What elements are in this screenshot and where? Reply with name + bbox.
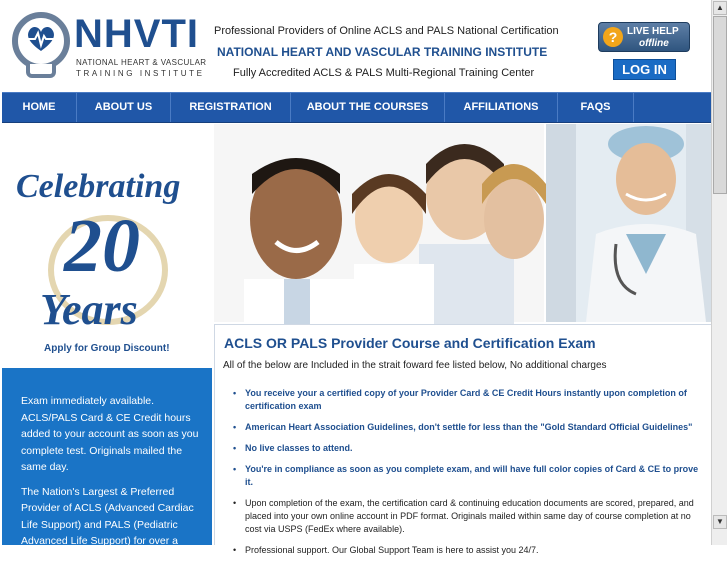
main-nav bbox=[2, 92, 711, 123]
live-help-button[interactable] bbox=[598, 22, 690, 52]
bullet-icon: • bbox=[233, 388, 237, 398]
course-intro: All of the below are Included in the strait foward fee listed below, No additional charges bbox=[223, 360, 607, 371]
bullet-icon: • bbox=[233, 545, 237, 555]
group-photo-image bbox=[214, 124, 544, 322]
header-tagline: Professional Providers of Online ACLS and PALS National Certification bbox=[214, 25, 559, 37]
live-help-label: LIVE HELP bbox=[627, 26, 679, 37]
feature-text: Professional support. Our Global Support Team is here to assist you 24/7. bbox=[245, 545, 539, 555]
header bbox=[0, 0, 711, 92]
nav-item-faqs[interactable]: FAQS bbox=[558, 93, 634, 122]
list-item bbox=[223, 387, 707, 413]
scroll-down-arrow-icon[interactable]: ▼ bbox=[713, 515, 727, 529]
anniversary-promo[interactable] bbox=[2, 123, 212, 368]
nav-item-registration[interactable]: REGISTRATION bbox=[171, 93, 291, 122]
sidebar-paragraph-2: The Nation's Largest & Preferred Provider of ACLS (Advanced Cardiac Life Support) and PALS (Pediatric Advanced Life Support) for over a bbox=[21, 485, 194, 547]
nav-item-about-the-courses[interactable]: ABOUT THE COURSES bbox=[291, 93, 445, 122]
logo-subtitle-1: NATIONAL HEART & VASCULAR bbox=[76, 58, 207, 67]
feature-text: No live classes to attend. bbox=[245, 443, 353, 453]
logo-text: NHVTI bbox=[74, 12, 199, 56]
organization-name: NATIONAL HEART AND VASCULAR TRAINING INSTITUTE bbox=[217, 45, 548, 59]
heart-pulse-icon bbox=[26, 25, 56, 53]
bullet-icon: • bbox=[233, 498, 237, 508]
nav-item-about-us[interactable]: ABOUT US bbox=[77, 93, 171, 122]
logo-base bbox=[26, 64, 56, 78]
list-item bbox=[223, 544, 707, 557]
group-photo bbox=[214, 124, 544, 322]
live-help-status: offline bbox=[639, 38, 669, 49]
sidebar-info bbox=[2, 368, 212, 545]
feature-text: You receive your a certified copy of your Provider Card & CE Credit Hours instantly upon completion of certification exam bbox=[245, 388, 687, 411]
promo-title: Celebrating bbox=[16, 168, 181, 205]
list-item bbox=[223, 463, 707, 489]
bullet-icon: • bbox=[233, 443, 237, 453]
list-item bbox=[223, 497, 707, 536]
doctor-photo bbox=[546, 124, 711, 322]
bullet-icon: • bbox=[233, 422, 237, 432]
nhvti-logo[interactable] bbox=[12, 8, 207, 84]
course-content bbox=[214, 324, 711, 555]
promo-number: 20 bbox=[64, 204, 140, 288]
scroll-thumb[interactable] bbox=[713, 16, 727, 194]
nav-filler bbox=[634, 93, 711, 122]
course-title: ACLS OR PALS Provider Course and Certification Exam bbox=[224, 335, 596, 351]
nav-item-affiliations[interactable]: AFFILIATIONS bbox=[445, 93, 558, 122]
bullet-icon: • bbox=[233, 464, 237, 474]
help-question-icon: ? bbox=[603, 27, 623, 47]
logo-subtitle-2: TRAINING INSTITUTE bbox=[76, 69, 205, 78]
sidebar-paragraph-1: Exam immediately available. ACLS/PALS Card & CE Credit hours added to your account as soon as you complete test. Originals mailed the same day. bbox=[21, 395, 199, 473]
accreditation-text: Fully Accredited ACLS & PALS Multi-Regional Training Center bbox=[233, 67, 535, 79]
list-item bbox=[223, 421, 707, 434]
login-button[interactable]: LOG IN bbox=[613, 59, 676, 80]
page-scrollbar[interactable] bbox=[711, 0, 727, 545]
doctor-photo-image bbox=[546, 124, 711, 322]
feature-list bbox=[223, 387, 707, 565]
group-discount-link[interactable]: Apply for Group Discount! bbox=[44, 343, 170, 354]
feature-text: American Heart Association Guidelines, don't settle for less than the "Gold Standard Official Guidelines" bbox=[245, 422, 693, 432]
feature-text: Upon completion of the exam, the certification card & continuing education documents are scored, prepared, and placed into your own online account in PDF format. Originals mailed within same day of course completion at no cost via USPS (FedEx where available). bbox=[245, 498, 694, 534]
nav-item-home[interactable]: HOME bbox=[2, 93, 77, 122]
list-item bbox=[223, 442, 707, 455]
scroll-up-arrow-icon[interactable]: ▲ bbox=[713, 1, 727, 15]
feature-text: You're in compliance as soon as you complete exam, and will have full color copies of Card & CE to prove it. bbox=[245, 464, 699, 487]
promo-years: Years bbox=[40, 285, 138, 334]
